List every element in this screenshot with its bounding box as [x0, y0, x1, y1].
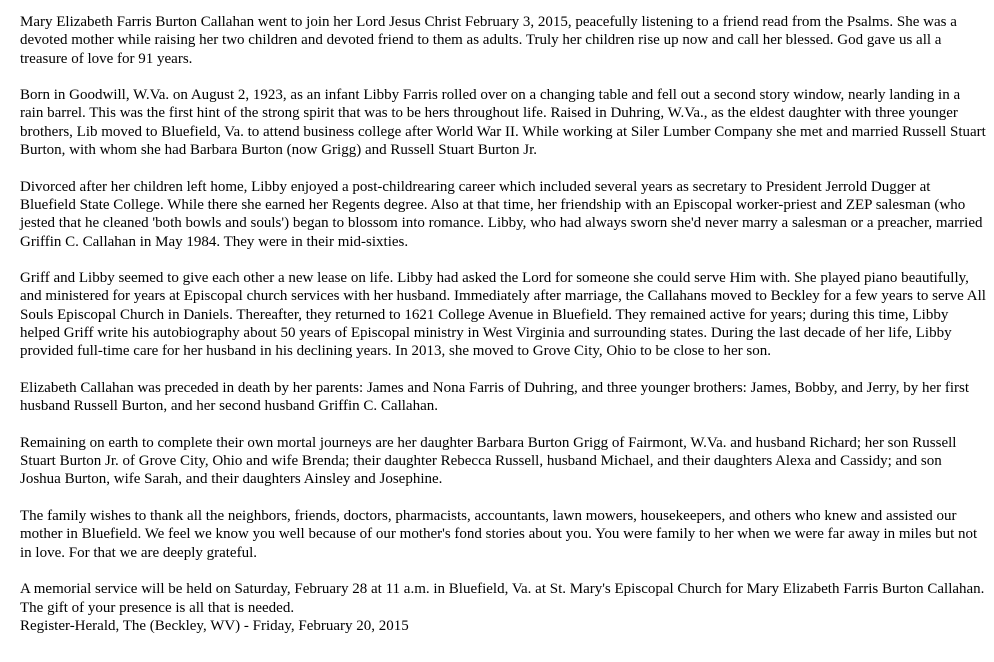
obituary-document — [20, 13, 986, 635]
paragraph-career: Divorced after her children left home, Libby enjoyed a post-childrearing career which included several years as secretary to President Jerrold Dugger at Bluefield State College. While there she earned her Regents degree. Also at that time, her friendship with an Episcopal worker-priest and ZEP salesman (who jested that he cleaned 'both bowls and souls') began to blossom into romance. Libby, who had always sworn she'd never marry a salesman or a preacher, married Griffin C. Callahan in May 1984. They were in their mid-sixties. — [20, 178, 983, 250]
paragraph-memorial-service: A memorial service will be held on Saturday, February 28 at 11 a.m. in Bluefield, Va. at St. Mary's Episcopal Church for Mary Elizabeth Farris Burton Callahan. The gift of your presence is all that is needed. — [20, 581, 985, 616]
paragraph-early-life: Born in Goodwill, W.Va. on August 2, 1923, as an infant Libby Farris rolled over on a changing table and fell out a second story window, nearly landing in a rain barrel. This was the first hint of the strong spirit that was to be hers throughout life. Raised in Duhring, W.Va., as the eldest daughter with three younger brothers, Lib moved to Bluefield, Va. to attend business college after World War II. While working at Siler Lumber Company she met and married Russell Stuart Burton, with whom she had Barbara Burton (now Grigg) and Russell Stuart Burton Jr. — [20, 87, 986, 159]
paragraph-thanks: The family wishes to thank all the neighbors, friends, doctors, pharmacists, accountants, lawn mowers, housekeepers, and others who knew and assisted our mother in Bluefield. We feel we know you well because of our mother's fond stories about you. You were family to her when we were far away in miles but not in love. For that we are deeply grateful. — [20, 508, 978, 561]
paragraph-intro: Mary Elizabeth Farris Burton Callahan went to join her Lord Jesus Christ February 3, 2015, peacefully listening to a friend read from the Psalms. She was a devoted mother while raising her two children and devoted friend to them as adults. Truly her children rise up now and call her blessed. God gave us all a treasure of love for 91 years. — [20, 14, 957, 67]
paragraph-marriage: Griff and Libby seemed to give each other a new lease on life. Libby had asked the Lord for someone she could serve Him with. She played piano beautifully, and ministered for years at Episcopal church services with her husband. Immediately after marriage, the Callahans moved to Beckley for a few years to serve All Souls Episcopal Church in Daniels. Thereafter, they returned to 1621 College Avenue in Bluefield. They remained active for years; during this time, Libby helped Griff write his autobiography about 50 years of Episcopal ministry in West Virginia and surrounding states. During the last decade of her life, Libby provided full-time care for her husband in his declining years. In 2013, she moved to Grove City, Ohio to be close to her son. — [20, 270, 986, 360]
paragraph-preceded-in-death: Elizabeth Callahan was preceded in death by her parents: James and Nona Farris of Duhring, and three younger brothers: James, Bobby, and Jerry, by her first husband Russell Burton, and her second husband Griffin C. Callahan. — [20, 379, 970, 415]
source-citation: Register-Herald, The (Beckley, WV) - Friday, February 20, 2015 — [20, 617, 409, 634]
paragraph-survivors: Remaining on earth to complete their own mortal journeys are her daughter Barbara Burton Grigg of Fairmont, W.Va. and husband Richard; her son Russell Stuart Burton Jr. of Grove City, Ohio and wife Brenda; their daughter Rebecca Russell, husband Michael, and their daughters Alexa and Cassidy; and son Joshua Burton, wife Sarah, and their daughters Ainsley and Josephine. — [20, 434, 957, 488]
